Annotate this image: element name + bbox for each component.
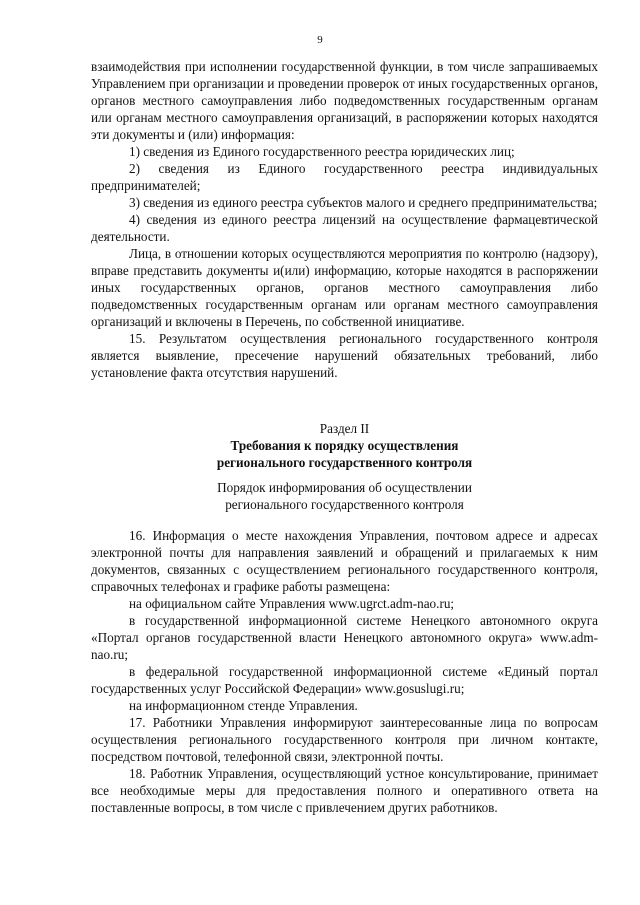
- persons-paragraph: Лица, в отношении которых осуществляются мероприятия по контролю (надзору), вправе представить документы и(или) информацию, которые находятся в распоряжении иных государственных органов, органов местного самоуправления либо подведомственных государственным органам или органам местного самоуправления организаций и включены в Перечень, по собственной инициативе.: [91, 246, 598, 329]
- paragraph-16-site: на официальном сайте Управления www.ugrct.adm-nao.ru;: [129, 596, 455, 611]
- section-heading: [91, 420, 598, 471]
- section-label: Раздел II: [319, 421, 370, 436]
- section-title-line-2: регионального государственного контроля: [216, 455, 473, 470]
- document-body-top: [91, 58, 598, 381]
- paragraph-16-stand: на информационном стенде Управления.: [129, 698, 358, 713]
- list-item: 4) сведения из единого реестра лицензий на осуществление фармацевтической деятельности.: [91, 212, 598, 244]
- paragraph-16-regional-portal: в государственной информационной системе Ненецкого автономного округа «Портал органов государственной власти Ненецкого автономного округа» www.adm-nao.ru;: [91, 613, 598, 662]
- document-body-bottom: [91, 527, 598, 816]
- section-title-line-1: Требования к порядку осуществления: [230, 438, 459, 453]
- intro-paragraph: взаимодействия при исполнении государственной функции, в том числе запрашиваемых Управлением при организации и проведении проверок от иных государственных органов, органов местного самоуправления либо подведомственных государственным органам или органам местного самоуправления организаций, в распоряжении которых находятся эти документы и (или) информация:: [91, 59, 598, 142]
- paragraph-18: 18. Работник Управления, осуществляющий устное консультирование, принимает все необходимые меры для предоставления полного и оперативного ответа на поставленные вопросы, в том числе с привлечением других работников.: [91, 766, 598, 815]
- paragraph-16-federal-portal: в федеральной государственной информационной системе «Единый портал государственных услуг Российской Федерации» www.gosuslugi.ru;: [91, 664, 598, 696]
- paragraph-15: 15. Результатом осуществления регионального государственного контроля является выявление, пресечение нарушений обязательных требований, либо установление факта отсутствия нарушений.: [91, 331, 598, 380]
- subsection-title-line-2: регионального государственного контроля: [225, 497, 464, 512]
- list-item: 3) сведения из единого реестра субъектов малого и среднего предпринимательства;: [129, 195, 598, 210]
- paragraph-16: 16. Информация о месте нахождения Управления, почтовом адресе и адресах электронной почты для направления заявлений и обращений и прилагаемых к ним документов, связанных с осуществлением регионального государственного контроля, справочных телефонах и графике работы размещена:: [91, 528, 598, 594]
- paragraph-17: 17. Работники Управления информируют заинтересованные лица по вопросам осуществления регионального государственного контроля при личном контакте, посредством почтовой, телефонной связи, электронной почты.: [91, 715, 598, 764]
- list-item: 1) сведения из Единого государственного реестра юридических лиц;: [129, 144, 515, 159]
- list-item: 2) сведения из Единого государственного реестра индивидуальных предпринимателей;: [91, 161, 598, 193]
- page-number: 9: [317, 34, 323, 46]
- subsection-heading: [91, 479, 598, 513]
- subsection-title-line-1: Порядок информирования об осуществлении: [217, 480, 472, 495]
